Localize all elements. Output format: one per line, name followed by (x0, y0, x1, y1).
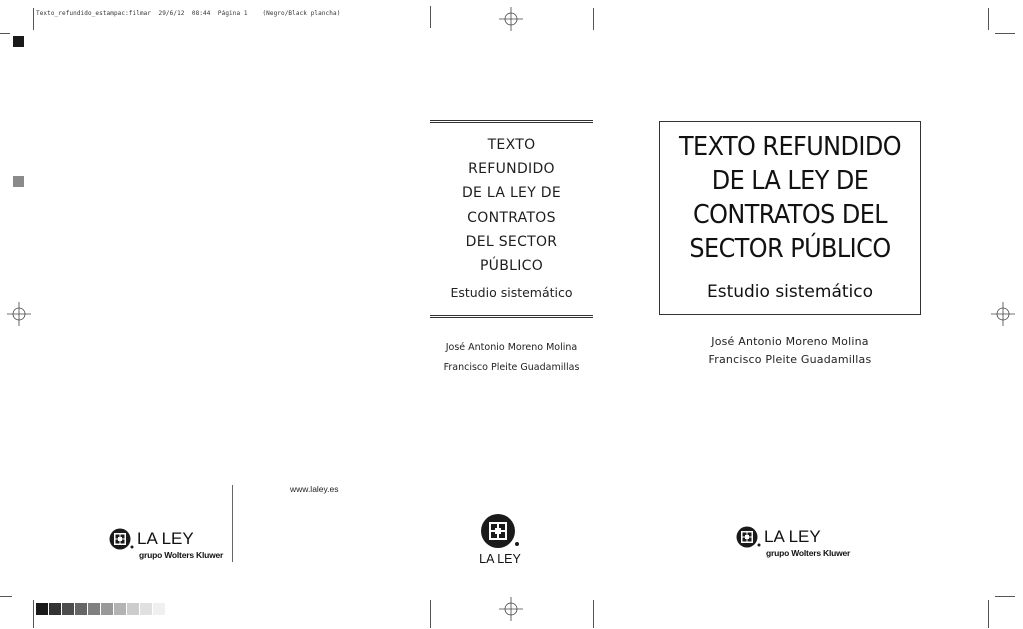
spine-title-line: REFUNDIDO (468, 161, 555, 178)
crop-mark (430, 6, 431, 28)
la-ley-logo-icon (736, 525, 762, 549)
gray-swatch (62, 603, 74, 615)
back-publisher-group: grupo Wolters Kluwer (139, 550, 224, 560)
gray-swatch (88, 603, 100, 615)
publisher-website: www.laley.es (290, 484, 339, 494)
front-publisher: LA LEY (764, 527, 821, 546)
back-publisher: LA LEY (137, 529, 194, 548)
gray-swatch (127, 603, 139, 615)
registration-square-dark (13, 36, 24, 47)
front-title (669, 130, 910, 266)
front-title-line: CONTRATOS DEL (692, 200, 888, 230)
gray-swatch (36, 603, 48, 615)
spine-author: José Antonio Moreno Molina (445, 342, 578, 353)
la-ley-logo-icon (109, 527, 135, 551)
grayscale-calibration-strip (36, 603, 166, 615)
gray-swatch (114, 603, 126, 615)
registration-target (499, 597, 523, 621)
crop-mark (0, 33, 10, 34)
print-slug-line: Texto_refundido_estampac:filmar 29/6/12 08:44 Página 1 (Negro/Black plancha) (36, 10, 341, 17)
crop-mark (33, 600, 34, 628)
front-publisher-group: grupo Wolters Kluwer (766, 548, 851, 558)
registration-target (499, 7, 523, 31)
spine-title-line: PÚBLICO (479, 258, 544, 275)
crop-mark (0, 596, 12, 597)
spine-bottom-rule (430, 315, 593, 318)
front-title-line: TEXTO REFUNDIDO (678, 132, 902, 162)
spine-title-line: CONTRATOS (467, 209, 556, 226)
gray-swatch (49, 603, 61, 615)
gray-swatch (140, 603, 152, 615)
front-title-line: DE LA LEY DE (711, 166, 869, 196)
gray-swatch (153, 603, 165, 615)
spine-title-line: TEXTO (487, 137, 536, 153)
front-subtitle: Estudio sistemático (706, 282, 874, 302)
registration-target (991, 302, 1015, 326)
spine-subtitle: Estudio sistemático (450, 285, 573, 300)
registration-target (7, 302, 31, 326)
crop-mark (593, 8, 594, 30)
la-ley-logo-icon (479, 512, 521, 550)
crop-mark (995, 596, 1015, 597)
spine-title-line: DEL SECTOR (465, 233, 558, 250)
spine-title (430, 133, 593, 278)
crop-mark (988, 8, 989, 30)
back-divider (232, 485, 233, 562)
front-author: José Antonio Moreno Molina (711, 335, 869, 348)
gray-swatch (75, 603, 87, 615)
crop-mark (430, 600, 431, 628)
spine-author: Francisco Pleite Guadamillas (443, 362, 580, 373)
crop-mark (33, 8, 34, 30)
crop-mark (988, 600, 989, 628)
gray-swatch (101, 603, 113, 615)
registration-square-gray (13, 176, 24, 187)
spine-top-rule (430, 120, 593, 123)
crop-mark (995, 33, 1015, 34)
crop-mark (593, 600, 594, 628)
front-author: Francisco Pleite Guadamillas (708, 353, 872, 366)
spine-title-line: DE LA LEY DE (461, 185, 562, 202)
front-title-line: SECTOR PÚBLICO (689, 234, 891, 264)
spine-publisher: LA LEY (479, 552, 521, 566)
